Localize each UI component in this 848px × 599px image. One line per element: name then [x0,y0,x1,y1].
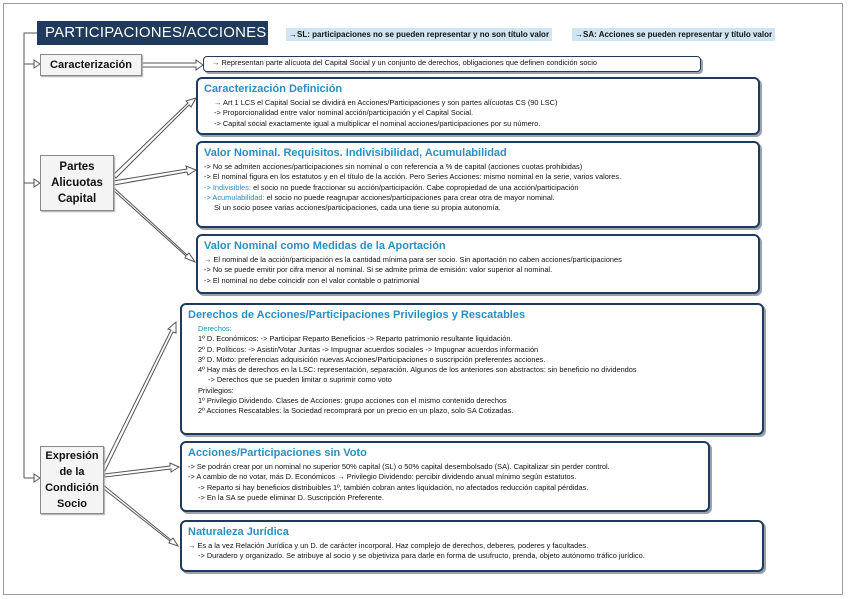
panel-line: → El nominal de la acción/participación es la cantidad mínima para ser socio. Sin aportación no caben acciones/participaciones [204,255,622,264]
panel-title: Acciones/Participaciones sin Voto [188,447,367,459]
panel-line: -> Reparto si hay beneficios distribuibles 1º, también cobran antes liquidación, no afectados reducción capital pérdidas. [198,482,589,492]
panel-line: 1º Privilegio Dividendo. Clases de Acciones: grupo acciones con el mismo contenido derechos [198,396,507,406]
note-sa: →SA: Acciones se pueden representar y título valor [572,28,775,41]
panel-title: Valor Nominal. Requisitos. Indivisibilidad, Acumulabilidad [204,147,507,159]
panel-line-indivisibles [204,183,752,193]
panel-line: -> Capital social exactamente igual a multiplicar el nominal acciones/participaciones por su número. [214,118,541,128]
panel-title: Valor Nominal como Medidas de la Aportación [204,240,446,252]
page-title: PARTICIPACIONES/ACCIONES [37,21,268,45]
panel-line: 2º Acciones Rescatables: la Sociedad recomprará por un precio en un plazo, solo SA Cotizadas. [198,406,514,416]
panel-line: → Es a la vez Relación Jurídica y un D. de carácter incorporal. Haz complejo de derechos, deberes, poderes y facultades. [188,541,589,550]
panel-line: -> El nominal figura en los estatutos y en el título de la acción. Pero Series Acciones: mismo nominal en la serie, varios valores. [204,172,622,182]
panel-line-acumulabilidad [204,193,752,203]
acumulabilidad-text: el socio no puede reagrupar acciones/participaciones para crear otra de mayor nominal. [266,192,555,202]
panel-line: Si un socio posee varias acciones/participaciones, cada una tiene su propia autonomía. [214,203,501,213]
panel-title: Derechos de Acciones/Participaciones Privilegios y Rescatables [188,309,526,321]
panel-line: -> En la SA se puede eliminar D. Suscripción Preferente. [198,492,384,502]
box-expresion-condicion-socio: Expresión de la Condición Socio [40,446,104,514]
panel-line: -> A cambio de no votar, más D. Económicos → Privilegio Dividendo: percibir dividendo anual mínimo según estatutos. [188,472,577,482]
box-partes-alicuotas: Partes Alicuotas Capital [40,155,114,211]
panel-line: 3º D. Mixto: preferencias adquisición nuevas Acciones/Participaciones o suscripción preferentes acciones. [198,354,546,364]
panel-line: -> No se admiten acciones/participaciones sin nominal o con referencia a % de capital (acciones cuotas prohibidas) [204,162,583,171]
panel-line: -> No se puede emitir por cifra menor al nominal. Si se admite prima de emisión: valor superior al nominal. [204,265,553,275]
panel-line: -> Se podrán crear por un nominal no superior 50% capital (SL) o 50% capital desembolsado (SA). Capitalizar sin perder control. [188,462,610,471]
panel-derechos-privilegios [180,303,764,435]
label-indivisibles: -> Indivisibles: [204,182,252,192]
label-acumulabilidad: -> Acumulabilidad: [204,192,265,202]
panel-line: Privilegios: [198,385,234,395]
indivisibles-text: el socio no puede fraccionar su acción/participación. Cabe copropiedad de una acción/participación [253,182,579,192]
box-caracterizacion: Caracterización [40,54,142,76]
panel-line: -> Derechos que se pueden limitar o suprimir como voto [208,375,392,385]
panel-line: 1º D. Económicos: -> Participar Reparto Beneficios -> Reparto patrimonio resultante liquidación. [198,334,513,344]
panel-line: -> Duradero y organizado. Se atribuye al socio y se objetiviza para darle en forma de usufructo, prenda, objeto autónomo tráfico jurídico. [198,551,645,561]
panel-line: 4º Hay más de derechos en la LSC: representación, separación. Algunos de los anteriores son abstractos: sin beneficio no dividendos [198,365,637,375]
panel-medidas-aportacion [196,234,760,294]
panel-naturaleza-juridica [180,520,764,572]
panel-line: -> Proporcionalidad entre valor nominal acción/participación y el Capital Social. [214,108,474,118]
panel-caracterizacion-definicion [196,77,760,135]
caracterizacion-text: → Representan parte alícuota del Capital Social y un conjunto de derechos, obligaciones que definen condición socio [212,58,597,67]
panel-title: Caracterización Definición [204,83,343,95]
panel-line: → Art 1 LCS el Capital Social se dividirá en Acciones/Participaciones y son partes alícuotas CS (90 LSC) [214,98,558,107]
caracterizacion-text-box [203,56,701,72]
panel-sin-voto [180,441,710,512]
panel-line: -> El nominal no debe coincidir con el valor contable o patrimonial [204,275,420,285]
note-sl: →SL: participaciones no se pueden representar y no son título valor [286,28,552,41]
panel-title: Naturaleza Jurídica [188,526,289,538]
panel-valor-nominal [196,141,760,228]
panel-line: 2º D. Políticos: -> Asistir/Votar Juntas -> Impugnar acuerdos sociales -> Impugnar acuerdos información [198,344,539,354]
panel-line: Derechos: [198,324,232,333]
